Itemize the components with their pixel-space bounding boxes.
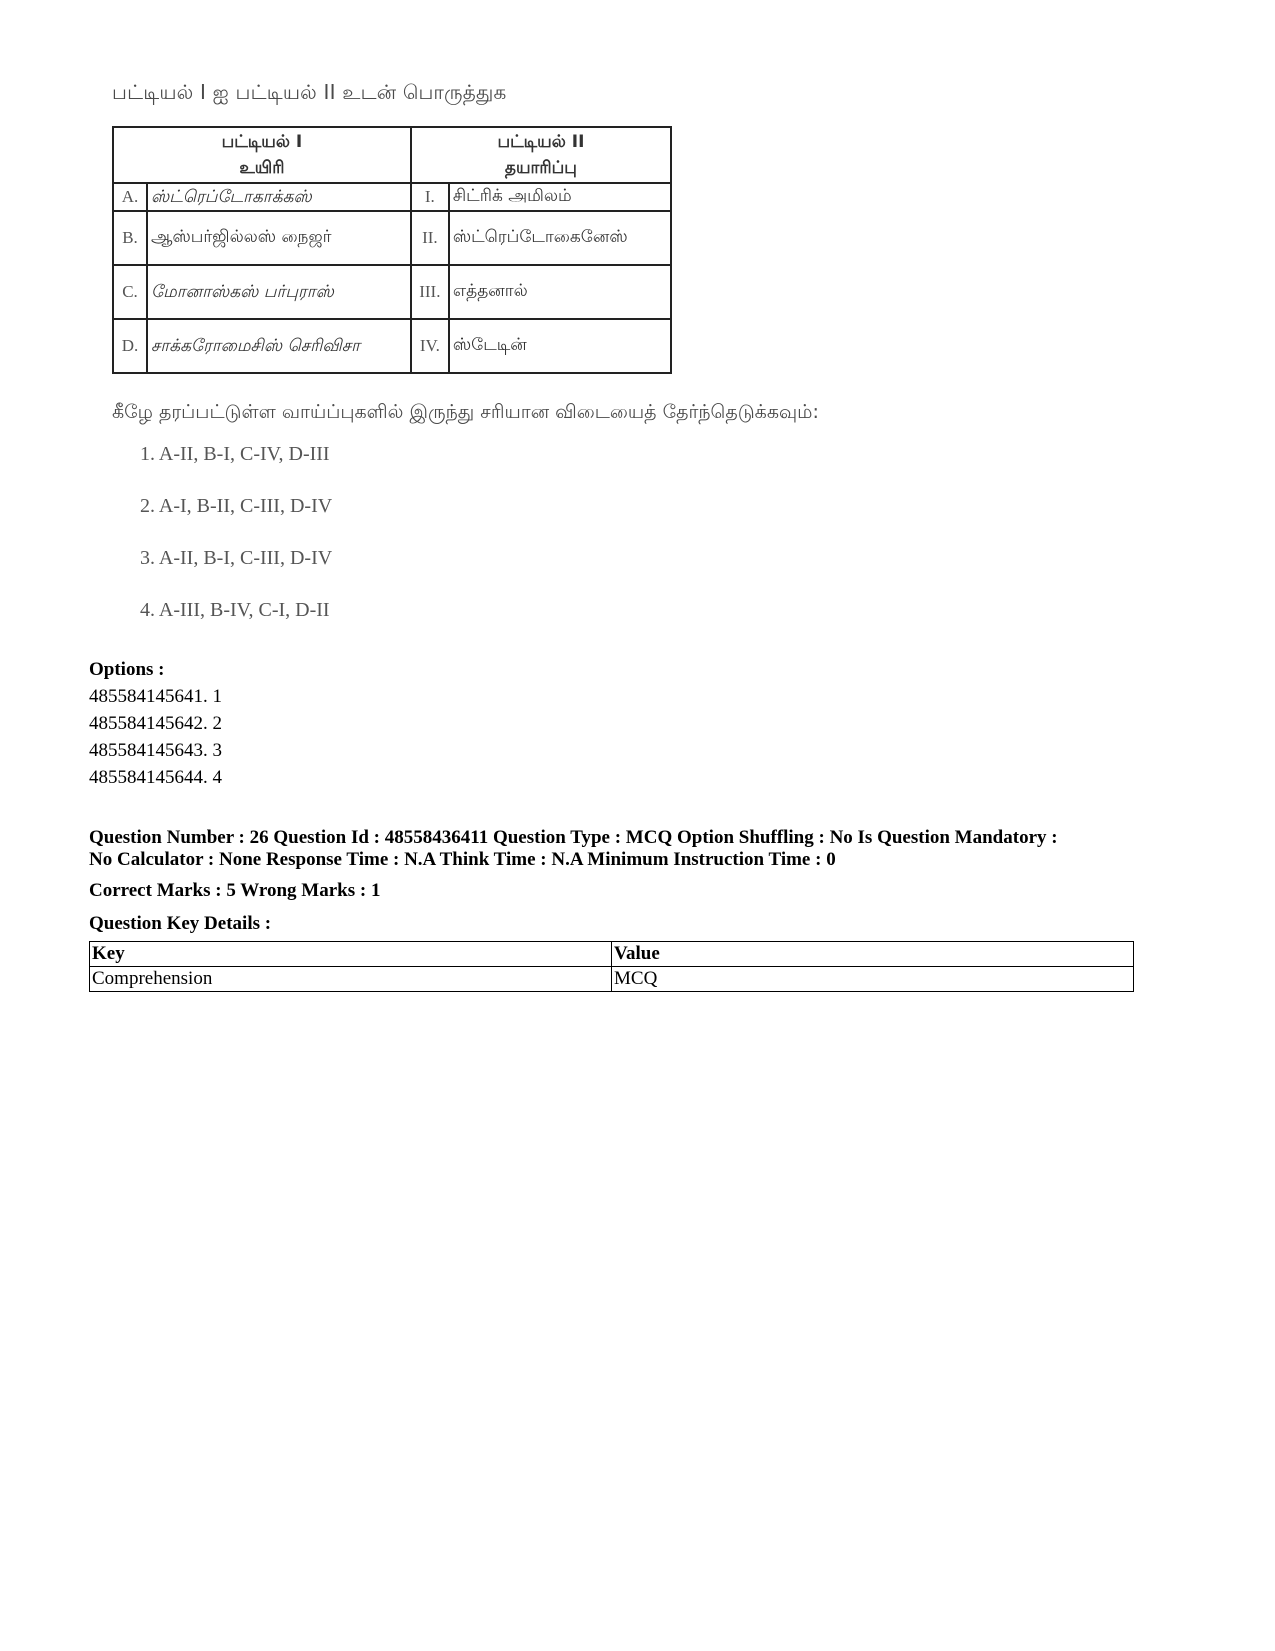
question-image — [112, 78, 1072, 648]
row-label-left: B. — [113, 211, 147, 265]
question-meta — [89, 827, 1139, 871]
product-cell: ஸ்ட்ரெப்டோகைனேஸ் — [449, 211, 671, 265]
organism-cell: மோனாஸ்கஸ் பர்புராஸ் — [147, 265, 411, 319]
choose-instruction: கீழே தரப்பட்டுள்ள வாய்ப்புகளில் இருந்து சரியான விடையைத் தேர்ந்தெடுக்கவும்: — [112, 401, 819, 423]
choice-list — [112, 440, 1072, 648]
row-label-left: C. — [113, 265, 147, 319]
key-table-header — [90, 942, 1134, 967]
marks-line: Correct Marks : 5 Wrong Marks : 1 — [89, 880, 381, 901]
option-item: 485584145644. 4 — [89, 767, 222, 788]
list1-title: பட்டியல் I — [221, 132, 303, 152]
match-instruction: பட்டியல் I ஐ பட்டியல் II உடன் பொருத்துக — [112, 80, 507, 104]
row-label-left: D. — [113, 319, 147, 373]
value-cell: MCQ — [612, 967, 1134, 992]
value-header: Value — [612, 942, 1134, 967]
key-cell: Comprehension — [90, 967, 612, 992]
list1-header — [113, 127, 411, 183]
option-item: 485584145642. 2 — [89, 713, 222, 734]
match-row — [113, 183, 671, 211]
row-label-right: I. — [411, 183, 449, 211]
key-header: Key — [90, 942, 612, 967]
row-label-right: IV. — [411, 319, 449, 373]
product-cell: எத்தனால் — [449, 265, 671, 319]
match-table — [112, 126, 672, 374]
option-item: 485584145643. 3 — [89, 740, 222, 761]
options-heading: Options : — [89, 659, 165, 680]
match-row — [113, 211, 671, 265]
table-row — [90, 967, 1134, 992]
key-details-heading: Question Key Details : — [89, 913, 272, 934]
key-table — [89, 941, 1134, 992]
organism-cell: ஆஸ்பர்ஜில்லஸ் நைஜர் — [147, 211, 411, 265]
list2-header — [411, 127, 671, 183]
match-row — [113, 265, 671, 319]
product-cell: சிட்ரிக் அமிலம் — [449, 183, 671, 211]
meta-line-2: No Calculator : None Response Time : N.A Think Time : N.A Minimum Instruction Time : 0 — [89, 849, 836, 870]
question-details — [89, 656, 1139, 992]
organism-cell: ஸ்ட்ரெப்டோகாக்கஸ் — [147, 183, 411, 211]
option-item: 485584145641. 1 — [89, 686, 222, 707]
list1-subtitle: உயிரி — [239, 158, 285, 178]
row-label-right: II. — [411, 211, 449, 265]
choice-item: 4. A-III, B-IV, C-I, D-II — [140, 599, 330, 621]
list2-title: பட்டியல் II — [497, 132, 585, 152]
match-row — [113, 319, 671, 373]
organism-cell: சாக்கரோமைசிஸ் செரிவிசா — [147, 319, 411, 373]
choice-item: 2. A-I, B-II, C-III, D-IV — [140, 495, 333, 517]
meta-line-1: Question Number : 26 Question Id : 48558436411 Question Type : MCQ Option Shuffling : No Is Question Mandatory : — [89, 827, 1058, 848]
row-label-right: III. — [411, 265, 449, 319]
row-label-left: A. — [113, 183, 147, 211]
product-cell: ஸ்டேடின் — [449, 319, 671, 373]
choice-item: 1. A-II, B-I, C-IV, D-III — [140, 443, 330, 465]
list2-subtitle: தயாரிப்பு — [504, 158, 577, 178]
choice-item: 3. A-II, B-I, C-III, D-IV — [140, 547, 333, 569]
